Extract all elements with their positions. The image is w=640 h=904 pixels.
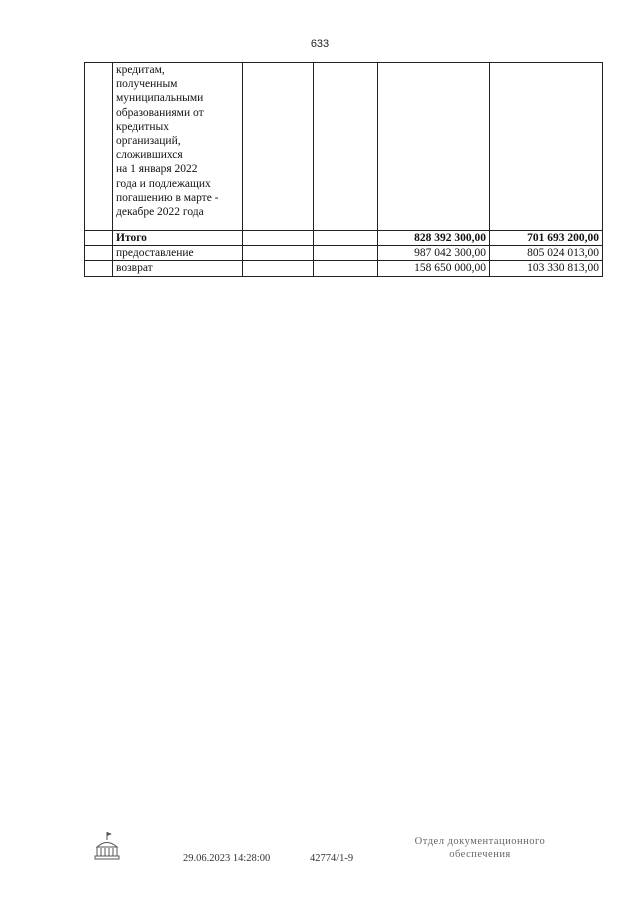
table-cell <box>243 231 314 246</box>
row-description-cell: кредитам, полученным муниципальными образованиями от кредитных организаций, сложившихся на 1 января 2022 года и подлежащих погашению в марте - декабре 2022 года <box>113 63 243 231</box>
table-cell <box>243 261 314 276</box>
page-number: 633 <box>310 38 330 50</box>
footer-department-stamp: Отдел документационного обеспечения <box>414 836 546 860</box>
table-cell <box>85 246 113 261</box>
table-row-repayment <box>85 261 603 276</box>
row-label-cell: Итого <box>113 231 243 246</box>
table-cell <box>314 246 378 261</box>
row-label-cell: предоставление <box>113 246 243 261</box>
table-cell <box>85 63 113 231</box>
repayment-value-2023: 158 650 000,00 <box>378 261 490 276</box>
table-cell <box>243 63 314 231</box>
table-cell <box>85 261 113 276</box>
duma-logo-icon <box>92 830 122 864</box>
row-label-cell: возврат <box>113 261 243 276</box>
table-cell <box>85 231 113 246</box>
table-cell <box>243 246 314 261</box>
total-value-2024: 701 693 200,00 <box>490 231 603 246</box>
table-row-description <box>85 63 603 231</box>
total-value-2023: 828 392 300,00 <box>378 231 490 246</box>
table-cell <box>314 63 378 231</box>
table-cell <box>314 261 378 276</box>
footer-document-number: 42774/1-9 <box>310 853 354 864</box>
provision-value-2024: 805 024 013,00 <box>490 246 603 261</box>
repayment-value-2024: 103 330 813,00 <box>490 261 603 276</box>
table-row-total <box>85 231 603 246</box>
budget-table <box>84 62 603 277</box>
table-cell <box>490 63 603 231</box>
table-row-provision <box>85 246 603 261</box>
footer-datetime: 29.06.2023 14:28:00 <box>183 853 271 864</box>
table-cell <box>314 231 378 246</box>
provision-value-2023: 987 042 300,00 <box>378 246 490 261</box>
table-cell <box>378 63 490 231</box>
